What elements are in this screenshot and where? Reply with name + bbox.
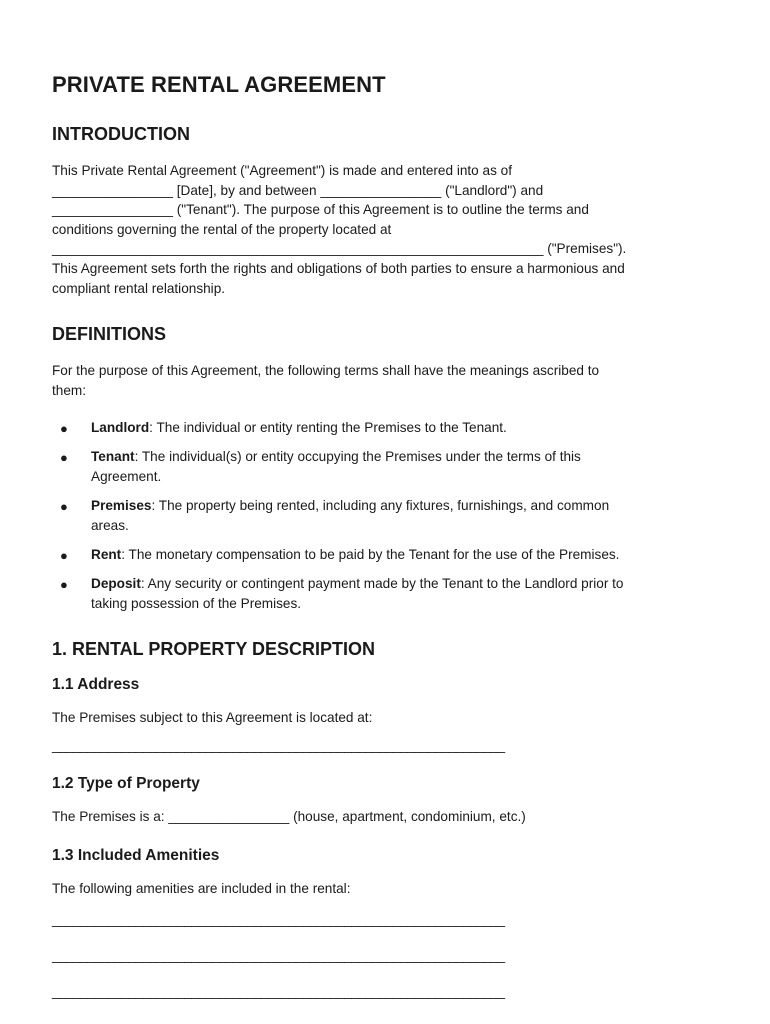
definition-term: Rent [91,546,122,562]
section1-heading: 1. RENTAL PROPERTY DESCRIPTION [52,639,376,660]
amenities-subsection [52,847,720,1007]
bullet-icon: ● [60,450,68,466]
amenities-blanks [52,906,720,1006]
definition-item [52,447,720,486]
bullet-icon: ● [60,576,68,592]
definition-text: : The individual(s) or entity occupying the Premises under the terms of this Agreement. [91,449,581,485]
address-blank: _________________________________________________________________ [52,737,505,753]
definition-text: : The property being rented, including any fixtures, furnishings, and common areas. [91,498,610,533]
definition-text: : Any security or contingent payment made by the Tenant to the Landlord prior to taking possession of the Premises. [91,575,624,611]
rental-property-section [52,639,720,1006]
definitions-section [52,324,720,613]
address-text: The Premises subject to this Agreement is located at: [52,710,373,726]
definition-term: Premises [91,498,152,514]
introduction-text: This Private Rental Agreement ("Agreement") is made and entered into as of ________________ [Date], by and between ________________ ("Landlord") and ________________ ("Tenant"). The purpose of this Agreement is to outline the terms and conditions governing the rental of the property located at _________________________________________________________________ ("Premises"). This Agreement sets forth the rights and obligations of both parties to ensure a harmonious and compliant rental relationship. [52,163,627,296]
definition-text: : The individual or entity renting the Premises to the Tenant. [149,420,507,436]
property-type-subsection [52,775,720,827]
property-type-heading: 1.2 Type of Property [52,775,200,793]
definition-item [52,574,720,613]
address-heading: 1.1 Address [52,676,140,694]
definition-term: Landlord [91,420,150,436]
definition-term: Tenant [91,449,135,465]
definitions-list [52,418,720,613]
definition-term: Deposit [91,575,141,591]
introduction-section [52,124,720,298]
introduction-heading: INTRODUCTION [52,124,190,144]
definition-item [52,496,720,535]
amenity-blank: _________________________________________________________________ [52,984,505,1000]
bullet-icon: ● [60,547,68,563]
document-title: PRIVATE RENTAL AGREEMENT [52,72,386,97]
amenities-heading: 1.3 Included Amenities [52,846,220,864]
bullet-icon: ● [60,421,68,437]
definitions-intro: For the purpose of this Agreement, the following terms shall have the meanings ascribed to them: [52,363,600,398]
amenity-blank: _________________________________________________________________ [52,912,505,928]
definition-item [52,418,720,438]
address-subsection [52,676,720,755]
definitions-heading: DEFINITIONS [52,324,167,345]
definition-text: : The monetary compensation to be paid by the Tenant for the use of the Premises. [121,546,620,562]
amenity-blank: _________________________________________________________________ [52,948,505,964]
bullet-icon: ● [60,499,68,515]
amenities-text: The following amenities are included in the rental: [52,880,351,896]
property-type-text: The Premises is a: ________________ (house, apartment, condominium, etc.) [52,809,526,825]
definition-item [52,545,720,565]
